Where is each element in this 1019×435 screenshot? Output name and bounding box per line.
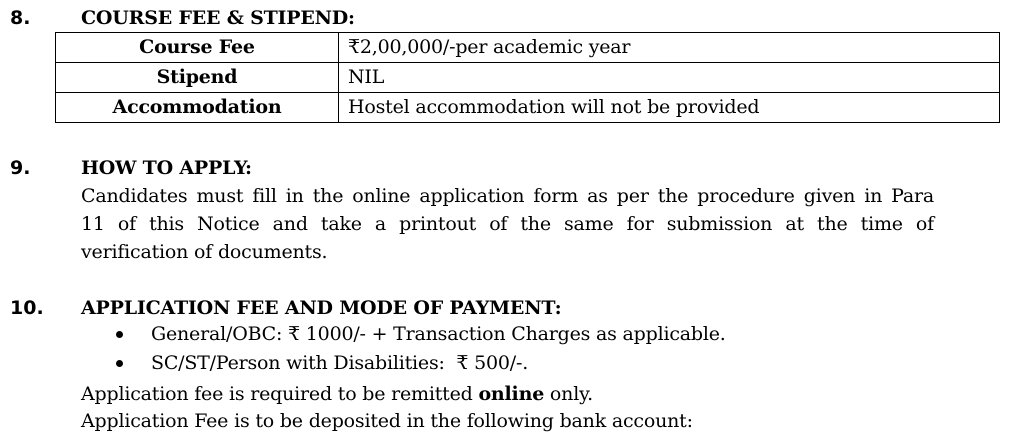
section-8-title: COURSE FEE & STIPEND: [81,7,355,29]
table-row [56,63,1000,93]
bank-deposit-note: Application Fee is to be deposited in the following bank account: [81,410,693,432]
accommodation-value: Hostel accommodation will not be provided [339,93,1000,123]
paragraph-line: 11 of this Notice and take a printout of the same for submission at the time of [81,213,934,235]
list-item [81,320,726,349]
paragraph-line: verification of documents. [81,241,328,263]
paragraph-line: Candidates must fill in the online application form as per the procedure given in Para [81,185,934,207]
stipend-label: Stipend [56,63,339,93]
online-note-text: Application fee is required to be remitted [81,383,479,405]
course-fee-table [55,32,1000,123]
sc-st-pwd-fee: SC/ST/Person with Disabilities: ₹ 500/-. [151,352,529,374]
bullet-icon [116,331,123,338]
bullet-icon [116,360,123,367]
section-9-number: 9. [10,157,31,179]
table-row [56,93,1000,123]
online-emphasis: online [478,383,545,405]
fee-bullet-list [81,320,726,378]
accommodation-label: Accommodation [56,93,339,123]
section-9-title: HOW TO APPLY: [81,157,252,179]
online-note-text-end: only. [544,383,593,405]
table-row [56,33,1000,63]
course-fee-label: Course Fee [56,33,339,63]
list-item [81,349,726,378]
general-obc-fee: General/OBC: ₹ 1000/- + Transaction Charges as applicable. [151,323,726,345]
stipend-value: NIL [339,63,1000,93]
how-to-apply-paragraph [81,182,934,266]
section-10-title: APPLICATION FEE AND MODE OF PAYMENT: [81,297,562,319]
course-fee-value: ₹2,00,000/-per academic year [339,33,1000,63]
section-8-number: 8. [10,7,31,29]
section-10-number: 10. [10,297,44,319]
online-payment-note [81,380,593,408]
